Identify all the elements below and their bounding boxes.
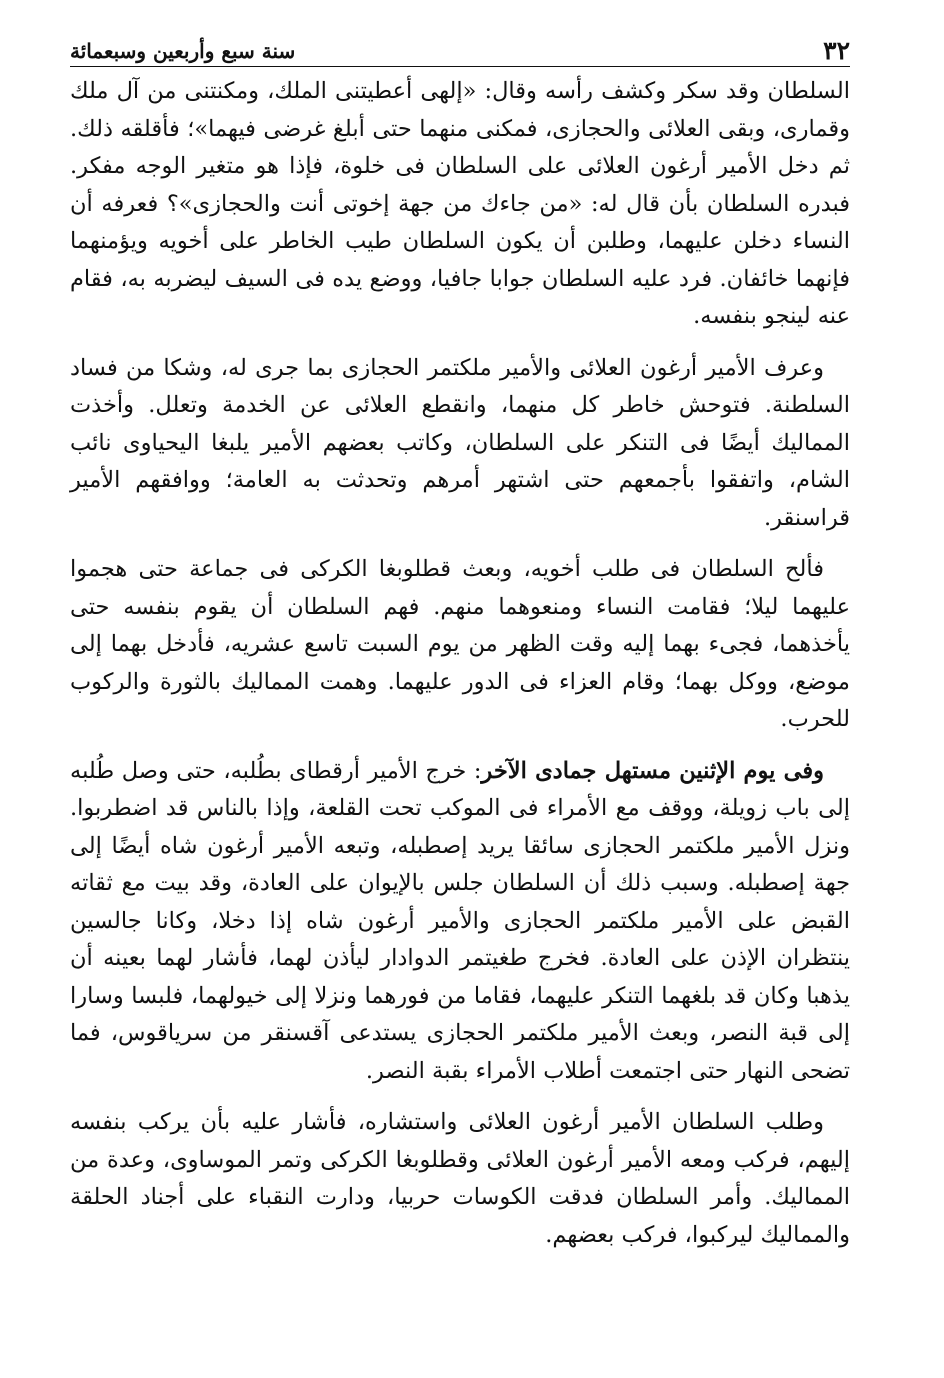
paragraph-4-date-heading: وفى يوم الإثنين مستهل جمادى الآخر bbox=[481, 757, 824, 784]
page-number: ٣٢ bbox=[823, 36, 850, 65]
paragraph-1: السلطان وقد سكر وكشف رأسه وقال: «إلهى أعطيتنى الملك، ومكنتنى من آل ملك وقمارى، وبقى العلائى والحجازى، فمكنى منهما حتى أبلغ غرضى فيهما»؛ فأقلقه ذلك. ثم دخل الأمير أرغون العلائى على السلطان فى خلوة، فإذا هو متغير الوجه مفكر. فبدره السلطان بأن قال له: «من جاءك من جهة إخوتى أنت والحجازى»؟ فعرفه أن النساء دخلن عليهما، وطلبن أن يكون السلطان طيب الخاطر على أخويه ويؤمنهما فإنهما خائفان. فرد عليه السلطان جوابا جافيا، ووضع يده فى السيف ليضربه به، فقام عنه لينجو بنفسه. bbox=[70, 78, 850, 329]
paragraph-4 bbox=[70, 753, 850, 1091]
paragraph-4-text: : خرج الأمير أرقطاى بطُلبه، حتى وصل طُلبه إلى باب زويلة، ووقف مع الأمراء فى الموكب تحت القلعة، وإذا بالناس قد اضطربوا. ونزل الأمير ملكتمر الحجازى سائقا يريد إصطبله، وتبعه الأمير أرغون شاه أيضًا إلى جهة إصطبله. وسبب ذلك أن السلطان جلس بالإيوان على العادة، وقد بيت مع ثقاته القبض على الأمير ملكتمر الحجازى والأمير أرغون شاه إذا دخلا، وكانا جالسين ينتظران الإذن على العادة. فخرج طغيتمر الدوادار ليأذن لهما، فأشار لهما بعينه أن يذهبا وكان قد بلغهما التنكر عليهما، فقاما من فورهما ونزلا إلى خيولهما، فلبسا وسارا إلى قبة النصر، وبعث الأمير ملكتمر الحجازى يستدعى آقسنقر من سرياقوس، فما تضحى النهار حتى اجتمعت أطلاب الأمراء بقبة النصر. bbox=[70, 757, 850, 1084]
paragraph-5: وطلب السلطان الأمير أرغون العلائى واستشاره، فأشار عليه بأن يركب بنفسه إليهم، فركب ومعه الأمير أرغون العلائى وقطلوبغا الكركى وتمر الموساوى، وعدة من المماليك. وأمر السلطان فدقت الكوسات حربيا، ودارت النقباء على أجناد الحلقة والمماليك ليركبوا، فركب بعضهم. bbox=[70, 1109, 850, 1248]
body-text bbox=[70, 73, 850, 1254]
book-page bbox=[70, 26, 850, 1356]
paragraph-2: وعرف الأمير أرغون العلائى والأمير ملكتمر الحجازى بما جرى له، وشكا من فساد السلطنة. فتوحش خاطر كل منهما، وانقطع العلائى عن الخدمة وتعلل. وأخذت المماليك أيضًا فى التنكر على السلطان، وكاتب بعضهم الأمير يلبغا اليحياوى نائب الشام، واتفقوا بأجمعهم حتى اشتهر أمرهم وتحدثت به العامة؛ ووافقهم الأمير قراسنقر. bbox=[70, 354, 850, 531]
running-title: سنة سبع وأربعين وسبعمائة bbox=[70, 39, 296, 63]
running-header bbox=[70, 26, 850, 67]
paragraph-3: فألح السلطان فى طلب أخويه، وبعث قطلوبغا الكركى فى جماعة حتى هجموا عليهما ليلا؛ فقامت النساء ومنعوهما منهم. فهم السلطان أن يقوم بنفسه حتى يأخذهما، فجىء بهما إليه وقت الظهر من يوم السبت تاسع عشريه، فأدخل بهما إلى موضع، ووكل بهما؛ وقام العزاء فى الدور عليهما. وهمت المماليك بالثورة والركوب للحرب. bbox=[70, 556, 850, 732]
